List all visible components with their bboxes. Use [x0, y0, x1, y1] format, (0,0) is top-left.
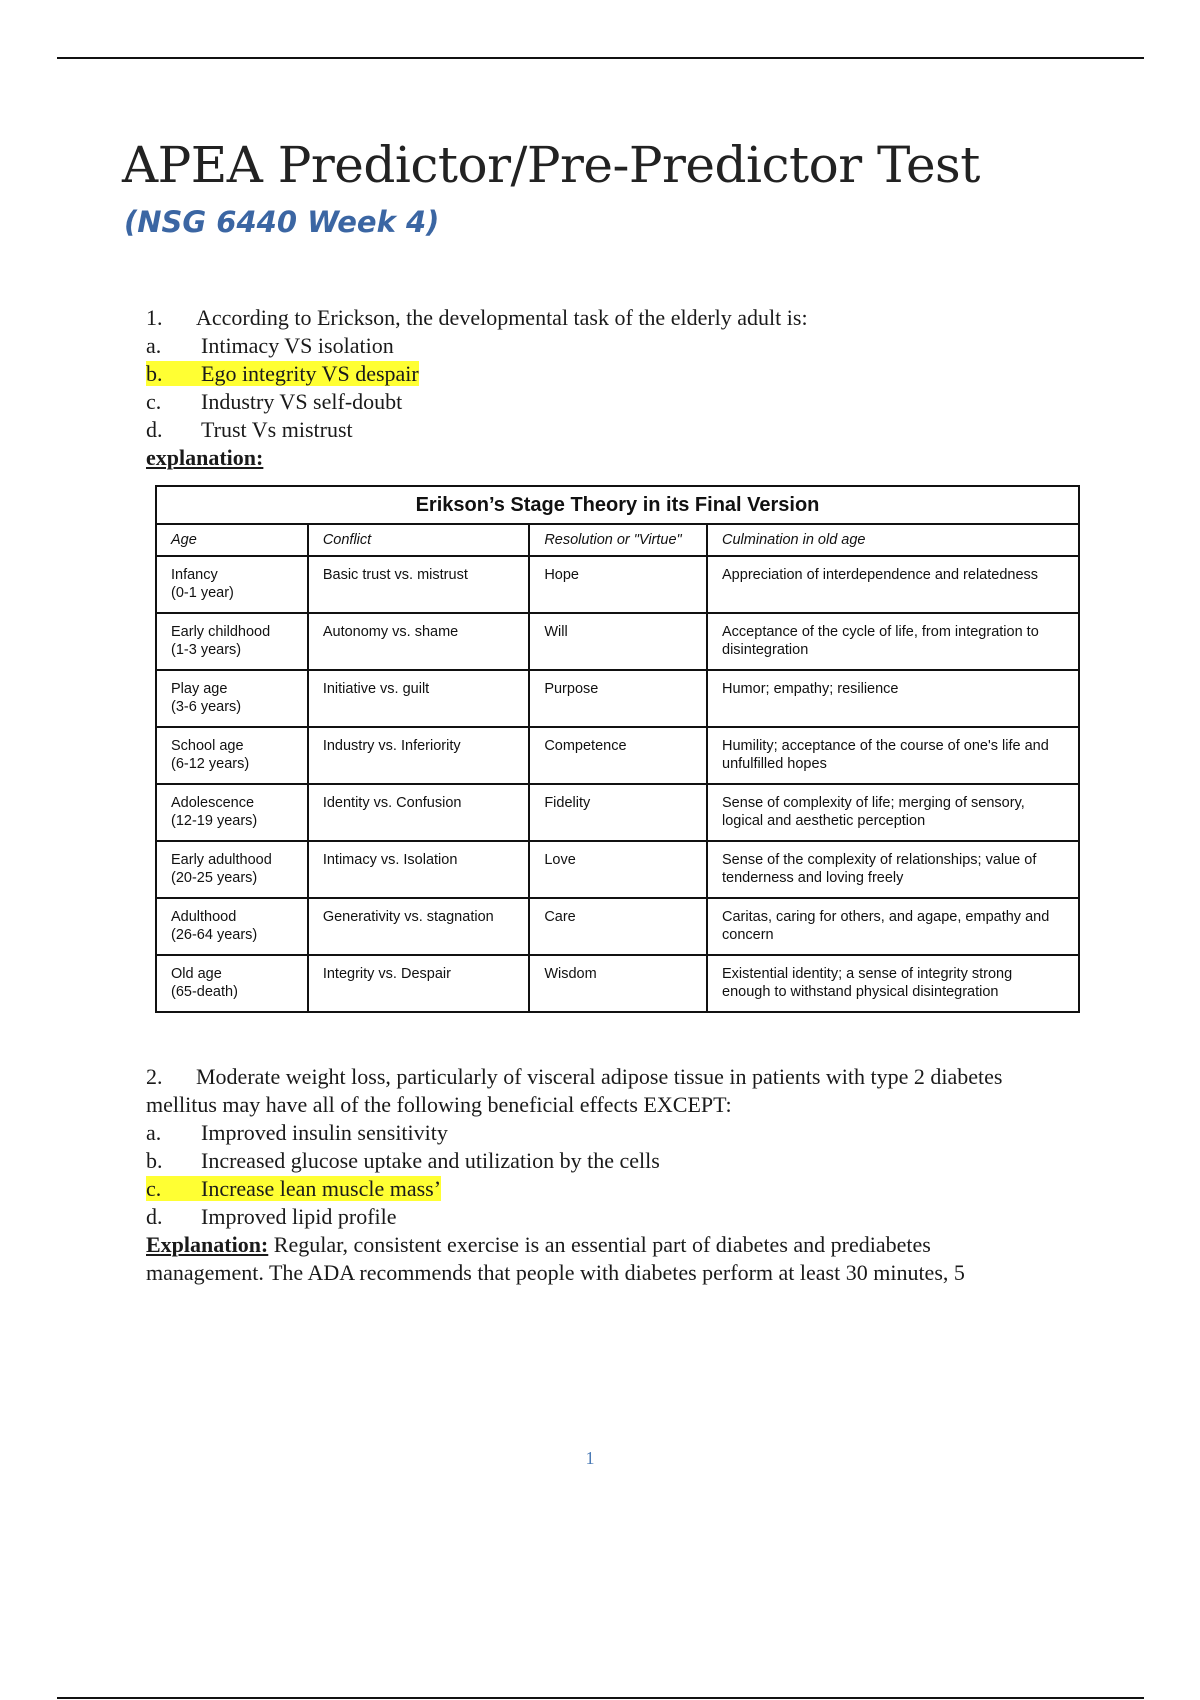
column-header-conflict: Conflict: [308, 524, 529, 556]
question-1-stem: [146, 304, 1086, 332]
explanation-label: explanation:: [146, 445, 264, 470]
question-text: Moderate weight loss, particularly of visceral adipose tissue in patients with type 2 diabetes: [196, 1064, 1003, 1089]
table-row: Adolescence (12-19 years) Identity vs. Confusion Fidelity Sense of complexity of life; merging of sensory, logical and aesthetic perception: [156, 784, 1079, 841]
option-a: a. Improved insulin sensitivity: [146, 1120, 448, 1145]
explanation-paragraph-continued: management. The ADA recommends that people with diabetes perform at least 30 minutes, 5: [146, 1260, 965, 1285]
table-header-row: [156, 524, 1079, 556]
column-header-culmination: Culmination in old age: [707, 524, 1079, 556]
table-row: Play age (3-6 years) Initiative vs. guilt Purpose Humor; empathy; resilience: [156, 670, 1079, 727]
option-c-correct: c. Increase lean muscle mass’: [146, 1176, 442, 1201]
page-number: 1: [585, 1448, 595, 1468]
question-2: [146, 1063, 1086, 1287]
bottom-rule: [57, 1697, 1144, 1699]
page-title: APEA Predictor/Pre-Predictor Test: [122, 136, 980, 194]
question-number: 1.: [146, 305, 163, 330]
table-row: Old age (65-death) Integrity vs. Despair Wisdom Existential identity; a sense of integrity strong enough to withstand physical disintegration: [156, 955, 1079, 1012]
table-row: Infancy (0-1 year) Basic trust vs. mistrust Hope Appreciation of interdependence and relatedness: [156, 556, 1079, 613]
option-a: a. Intimacy VS isolation: [146, 333, 394, 358]
question-text: According to Erickson, the developmental task of the elderly adult is:: [196, 305, 808, 330]
question-2-stem: [146, 1063, 1086, 1091]
table-row: School age (6-12 years) Industry vs. Inferiority Competence Humility; acceptance of the course of one's life and unfulfilled hopes: [156, 727, 1079, 784]
column-header-virtue: Resolution or "Virtue": [529, 524, 707, 556]
option-b-correct: b. Ego integrity VS despair: [146, 361, 419, 386]
table-row: Adulthood (26-64 years) Generativity vs. stagnation Care Caritas, caring for others, and agape, empathy and concern: [156, 898, 1079, 955]
top-rule: [57, 57, 1144, 59]
table-row: Early childhood (1-3 years) Autonomy vs. shame Will Acceptance of the cycle of life, from integration to disintegration: [156, 613, 1079, 670]
option-d: d. Improved lipid profile: [146, 1204, 397, 1229]
question-number: 2.: [146, 1064, 163, 1089]
table-caption: Erikson’s Stage Theory in its Final Version: [156, 486, 1079, 524]
erikson-stage-table: [155, 485, 1080, 1013]
explanation-paragraph: Explanation: Regular, consistent exercise is an essential part of diabetes and prediabetes: [146, 1232, 931, 1257]
page-subtitle: (NSG 6440 Week 4): [124, 205, 440, 239]
question-2-stem-continued: mellitus may have all of the following beneficial effects EXCEPT:: [146, 1092, 732, 1117]
column-header-age: Age: [156, 524, 308, 556]
option-c: c. Industry VS self-doubt: [146, 389, 403, 414]
table-row: Early adulthood (20-25 years) Intimacy vs. Isolation Love Sense of the complexity of relationships; value of tenderness and loving freely: [156, 841, 1079, 898]
question-1: [146, 304, 1086, 472]
option-d: d. Trust Vs mistrust: [146, 417, 353, 442]
option-b: b. Increased glucose uptake and utilization by the cells: [146, 1148, 660, 1173]
